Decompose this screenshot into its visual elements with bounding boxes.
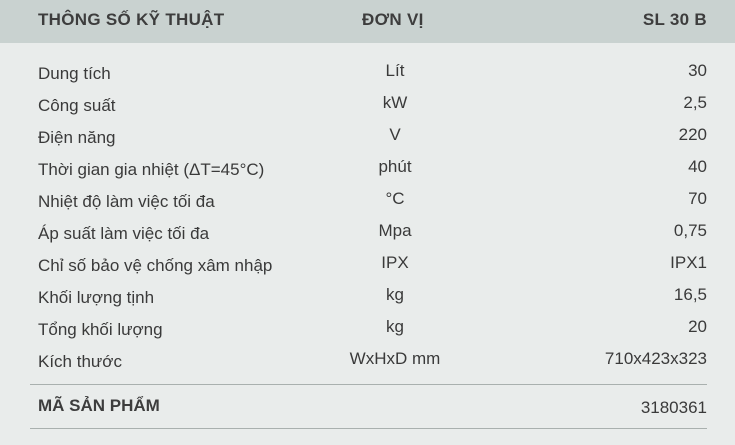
table-header xyxy=(0,0,735,43)
spec-name: Công suất xyxy=(38,96,116,115)
spec-unit: V xyxy=(389,125,401,144)
spec-value: 2,5 xyxy=(683,93,707,112)
header-spec: THÔNG SỐ KỸ THUẬT xyxy=(38,10,225,29)
spec-value: 20 xyxy=(688,317,707,336)
spec-name: Áp suất làm việc tối đa xyxy=(38,224,210,243)
table-row xyxy=(0,311,735,343)
spec-value: 16,5 xyxy=(673,285,707,304)
spec-value: 710x423x323 xyxy=(604,349,707,368)
table-row xyxy=(0,119,735,151)
table-row xyxy=(0,87,735,119)
spec-value: 220 xyxy=(678,125,707,144)
product-code-label: MÃ SẢN PHẨM xyxy=(38,396,160,415)
spec-unit: °C xyxy=(385,189,405,208)
table-row xyxy=(0,151,735,183)
spec-unit: phút xyxy=(378,157,412,176)
table-row xyxy=(0,55,735,87)
divider xyxy=(30,428,707,429)
spec-name: Dung tích xyxy=(38,64,111,83)
spec-value: 40 xyxy=(688,157,707,176)
spec-table-body xyxy=(0,55,735,375)
table-row xyxy=(0,279,735,311)
spec-unit: Lít xyxy=(385,61,405,80)
divider xyxy=(30,384,707,385)
table-row xyxy=(0,343,735,375)
spec-name: Thời gian gia nhiệt (ΔT=45°C) xyxy=(38,160,265,179)
spec-unit: kg xyxy=(386,317,404,336)
spec-name: Tổng khối lượng xyxy=(38,320,163,339)
spec-unit: Mpa xyxy=(378,221,412,240)
spec-name: Kích thước xyxy=(38,352,122,371)
header-model: SL 30 B xyxy=(642,10,707,29)
table-row xyxy=(0,215,735,247)
spec-value: 70 xyxy=(688,189,707,208)
spec-value: 30 xyxy=(688,61,707,80)
spec-name: Chỉ số bảo vệ chống xâm nhập xyxy=(38,256,273,275)
spec-unit: IPX xyxy=(381,253,409,272)
spec-unit: WxHxD mm xyxy=(349,349,441,368)
table-row xyxy=(0,183,735,215)
table-row xyxy=(0,247,735,279)
spec-name: Điện năng xyxy=(38,128,116,147)
spec-unit: kg xyxy=(386,285,404,304)
spec-name: Khối lượng tịnh xyxy=(38,288,155,307)
spec-value: IPX1 xyxy=(670,253,707,272)
spec-name: Nhiệt độ làm việc tối đa xyxy=(38,192,215,211)
spec-value: 0,75 xyxy=(673,221,707,240)
product-code-value: 3180361 xyxy=(640,398,707,417)
spec-unit: kW xyxy=(382,93,408,112)
header-unit: ĐƠN VỊ xyxy=(362,10,424,29)
